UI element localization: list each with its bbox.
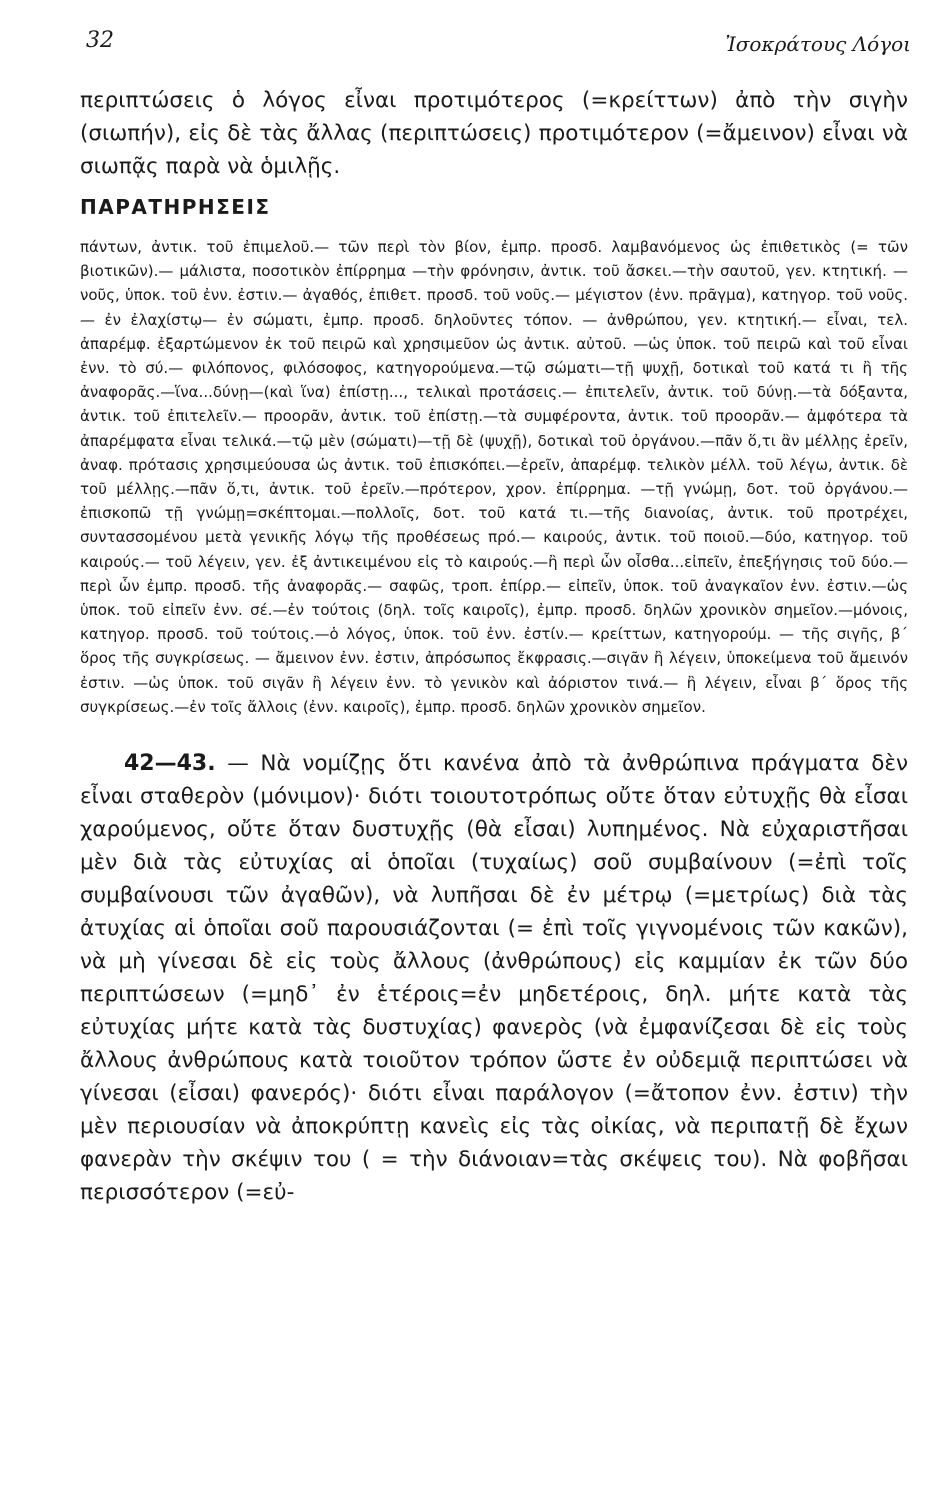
translation-paragraph	[80, 747, 908, 1209]
running-head: Ἰσοκράτους Λόγοι	[725, 32, 911, 56]
section-number: 42—43.	[124, 751, 216, 777]
page-header	[86, 28, 911, 68]
page-number: 32	[86, 28, 114, 53]
notes-paragraph: πάντων, ἀντικ. τοῦ ἐπιμελοῦ.— τῶν περὶ τὸν βίον, ἐμπρ. προσδ. λαμβανόμενος ὡς ἐπιθετικὸς (= τῶν βιοτικῶν).— μάλιστα, ποσοτικὸν ἐπίρρημα —τὴν φρόνησιν, ἀντικ. τοῦ ἄσκει.—τὴν σαυτοῦ, γεν. κτητική. —νοῦς, ὑποκ. τοῦ ἐνν. ἐστιν.— ἀγαθός, ἐπιθετ. προσδ. τοῦ νοῦς.— μέγιστον (ἐνν. πρᾶγμα), κατηγορ. τοῦ νοῦς.— ἐν ἐλαχίστῳ— ἐν σώματι, ἐμπρ. προσδ. δηλοῦντες τόπον. — ἀνθρώπου, γεν. κτητική.— εἶναι, τελ. ἀπαρέμφ. ἐξαρτώμενον ἐκ τοῦ πειρῶ καὶ χρησιμεῦον ὡς ἀντικ. αὐτοῦ. —ὡς ὑποκ. τοῦ πειρῶ καὶ τοῦ εἶναι ἐνν. τὸ σύ.— φιλόπονος, φιλόσοφος, κατηγορούμενα.—τῷ σώματι—τῇ ψυχῇ, δοτικαὶ τοῦ κατά τι ἢ τῆς ἀναφορᾶς.—ἵνα...δύνῃ—(καὶ ἵνα) ἐπίστῃ..., τελικαὶ προτάσεις.— ἐπιτελεῖν, ἀντικ. τοῦ δύνῃ.—τὰ δόξαντα, ἀντικ. τοῦ ἐπιτελεῖν.— προορᾶν, ἀντικ. τοῦ ἐπίστῃ.—τὰ συμφέροντα, ἀντικ. τοῦ προορᾶν.— ἀμφότερα τὰ ἀπαρέμφατα εἶναι τελικά.—τῷ μὲν (σώματι)—τῇ δὲ (ψυχῇ), δοτικαὶ τοῦ ὀργάνου.—πᾶν ὅ,τι ἂν μέλλῃς ἐρεῖν, ἀναφ. πρότασις χρησιμεύουσα ὡς ἀντικ. τοῦ ἐπισκόπει.—ἐρεῖν, ἀπαρέμφ. τελικὸν μέλλ. τοῦ λέγω, ἀντικ. δὲ τοῦ μέλλῃς.—πᾶν ὅ,τι, ἀντικ. τοῦ ἐρεῖν.—πρότερον, χρον. ἐπίρρημα. —τῇ γνώμῃ, δοτ. τοῦ ὀργάνου.—ἐπισκοπῶ τῇ γνώμῃ=σκέπτομαι.—πολλοῖς, δοτ. τοῦ κατά τι.—τῆς διανοίας, ἀντικ. τοῦ προτρέχει, συντασσομένου μετὰ γενικῆς λόγῳ τῆς προθέσεως πρό.— καιρούς, ἀντικ. τοῦ ποιοῦ.—δύο, κατηγορ. τοῦ καιρούς.— τοῦ λέγειν, γεν. ἐξ ἀντικειμένου εἰς τὸ καιρούς.—ἢ περὶ ὧν οἶσθα...εἰπεῖν, ἐπεξήγησις τοῦ δύο.—περὶ ὧν ἐμπρ. προσδ. τῆς ἀναφορᾶς.— σαφῶς, τροπ. ἐπίρρ.— εἰπεῖν, ὑποκ. τοῦ ἀναγκαῖον ἐνν. ἐστιν.—ὡς ὑποκ. τοῦ εἰπεῖν ἐνν. σέ.—ἐν τούτοις (δηλ. τοῖς καιροῖς), ἐμπρ. προσδ. δηλῶν χρονικὸν σημεῖον.—μόνοις, κατηγορ. προσδ. τοῦ τούτοις.—ὁ λόγος, ὑποκ. τοῦ ἐνν. ἐστίν.— κρείττων, κατηγορούμ. — τῆς σιγῆς, β΄ ὅρος τῆς συγκρίσεως. — ἄμεινον ἐνν. ἐστιν, ἀπρόσωπος ἔκφρασις.—σιγᾶν ἢ λέγειν, ὑποκείμενα τοῦ ἄμεινόν ἐστιν. —ὡς ὑποκ. τοῦ σιγᾶν ἢ λέγειν ἐνν. τὸ γενικὸν καὶ ἀόριστον τινά.— ἢ λέγειν, εἶναι β΄ ὅρος τῆς συγκρίσεως.—ἐν τοῖς ἄλλοις (ἐνν. καιροῖς), ἐμπρ. προσδ. δηλῶν χρονικὸν σημεῖον.	[80, 238, 908, 716]
intro-paragraph: περιπτώσεις ὁ λόγος εἶναι προτιμότερος (=κρείττων) ἀπὸ τὴν σιγὴν (σιωπήν), εἰς δὲ τὰς ἄλλας (περιπτώσεις) προτιμότερον (=ἄμεινον) εἶναι νὰ σιωπᾷς παρὰ νὰ ὁμιλῇς.	[80, 88, 908, 179]
page-body	[80, 84, 908, 1209]
notes-heading: ΠΑΡΑΤΗΡΗΣΕΙΣ	[80, 195, 271, 219]
translation-text: — Νὰ νομίζῃς ὅτι κανένα ἀπὸ τὰ ἀνθρώπινα πράγματα δὲν εἶναι σταθερὸν (μόνιμον)· διότι τοιουτοτρόπως οὔτε ὅταν εὐτυχῇς θὰ εἶσαι χαρούμενος, οὔτε ὅταν δυστυχῇς (θὰ εἶσαι) λυπημένος. Νὰ εὐχαριστῆσαι μὲν διὰ τὰς εὐτυχίας αἱ ὁποῖαι (τυχαίως) σοῦ συμβαίνουν (=ἐπὶ τοῖς συμβαίνουσι τῶν ἀγαθῶν), νὰ λυπῆσαι δὲ ἐν μέτρῳ (=μετρίως) διὰ τὰς ἀτυχίας αἱ ὁποῖαι σοῦ παρουσιάζονται (= ἐπὶ τοῖς γιγνομένοις τῶν κακῶν), νὰ μὴ γίνεσαι δὲ εἰς τοὺς ἄλλους (ἀνθρώπους) εἰς καμμίαν ἐκ τῶν δύο περιπτώσεων (=μηδ᾽ ἐν ἑτέροις=ἐν μηδετέροις, δηλ. μήτε κατὰ τὰς εὐτυχίας μήτε κατὰ τὰς δυστυχίας) φανερὸς (νὰ ἐμφανίζεσαι δὲ εἰς τοὺς ἄλλους ἀνθρώπους κατὰ τοιοῦτον τρόπον ὥστε ἐν οὐδεμιᾷ περιπτώσει νὰ γίνεσαι (εἶσαι) φανερός)· διότι εἶναι παράλογον (=ἄτοπον ἐνν. ἐστιν) τὴν μὲν περιουσίαν νὰ ἀποκρύπτῃ κανεὶς εἰς τὰς οἰκίας, νὰ περιπατῇ δὲ ἔχων φανερὰν τὴν σκέψιν του ( = τὴν διάνοιαν=τὰς σκέψεις του). Νὰ φοβῆσαι περισσότερον (=εὐ-	[80, 751, 908, 1206]
